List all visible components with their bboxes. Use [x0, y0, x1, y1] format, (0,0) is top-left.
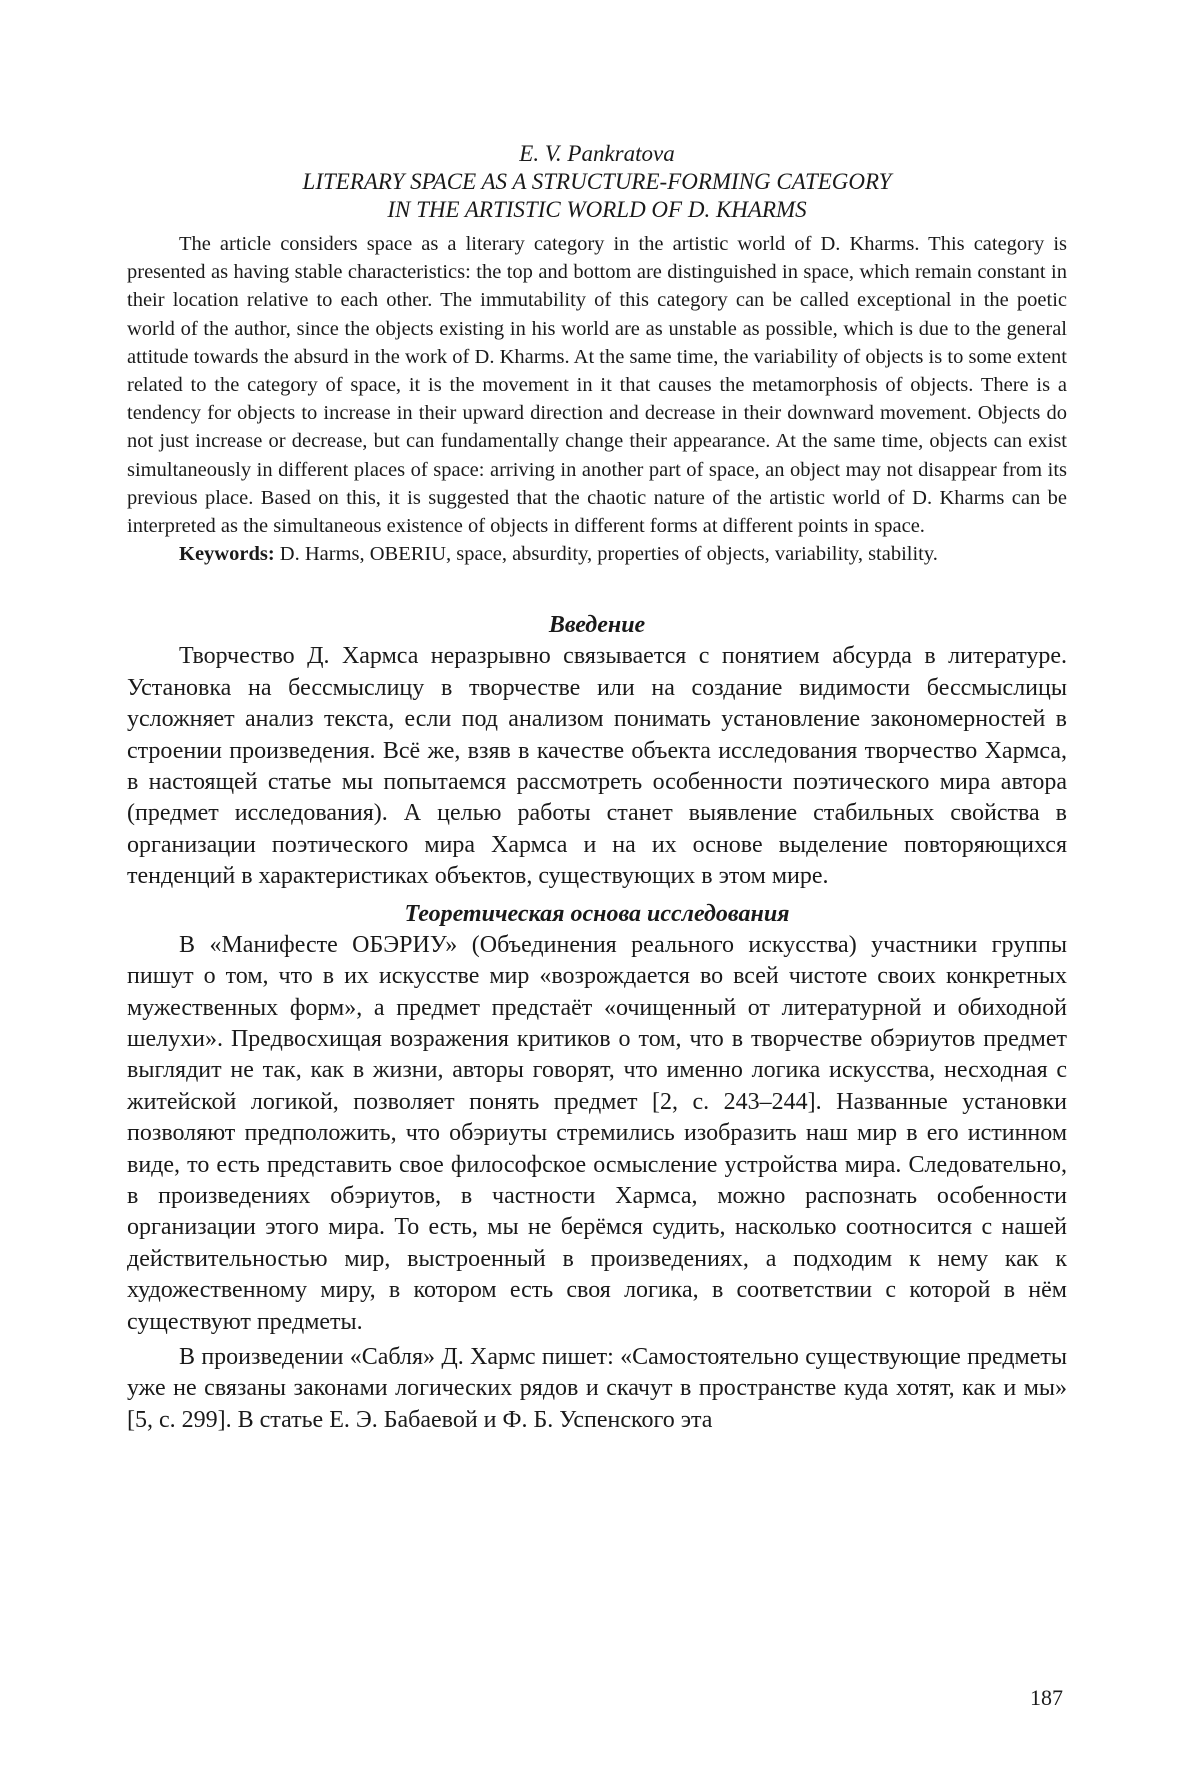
abstract-text: The article considers space as a literary category in the artistic world of D. Kharms. This category is presented as having stable characteristics: the top and bottom are distinguished in space, which remain constant in their location relative to each other. The immutability of this category can be called exceptional in the poetic world of the author, since the objects existing in his world are as unstable as possible, which is due to the general attitude towards the absurd in the work of D. Kharms. At the same time, the variability of objects is to some extent related to the category of space, it is the movement in it that causes the metamorphosis of objects. There is a tendency for objects to increase in their upward direction and decrease in their downward movement. Objects do not just increase or decrease, but can fundamentally change their appearance. At the same time, objects can exist simultaneously in different places of space: arriving in another part of space, an object may not disappear from its previous place. Based on this, it is suggested that the chaotic nature of the artistic world of D. Kharms can be interpreted as the simultaneous existence of objects in different forms at different points in space. [127, 233, 1067, 538]
keywords-label: Keywords: [179, 543, 275, 566]
page-number: 187 [1030, 1685, 1063, 1710]
author-name: E. V. Pankratova [519, 141, 675, 166]
section-title-intro: Введение [548, 612, 646, 639]
keywords-list: D. Harms, OBERIU, space, absurdity, properties of objects, variability, stability. [279, 543, 938, 566]
page-content [127, 140, 1067, 1436]
theory-paragraph-2: В произведении «Сабля» Д. Хармс пишет: «Самостоятельно существующие предметы уже не связаны законами логических рядов и скачут в пространстве куда хотят, как и мы» [5, с. 299]. В статье Е. Э. Бабаевой и Ф. Б. Успенского эта [127, 1343, 1067, 1433]
section-title-theory: Теоретическая основа исследования [404, 900, 790, 927]
theory-paragraph-1: В «Манифесте ОБЭРИУ» (Объединения реального искусства) участники группы пишут о том, что в их искусстве мир «возрождается во всей чистоте своих конкретных мужественных форм», а предмет предстаёт «очищенный от литературной и обиходной шелухи». Предвосхищая возражения критиков о том, что в творчестве обэриутов предмет выглядит не так, как в жизни, авторы говорят, что именно логика искусства, несходная с житейской логикой, позволяет понять предмет [2, с. 243–244]. Названные установки позволяют предположить, что обэриуты стремились изобразить наш мир в его истинном виде, то есть представить свое философское осмысление устройства мира. Следовательно, в произведениях обэриутов, в частности Хармса, можно распознать особенности организации этого мира. То есть, мы не берёмся судить, насколько соотносится с нашей действительностью мир, выстроенный в произведениях, а подходим к нему как к художественному миру, в котором есть своя логика, в соответствии с которой в нём существуют предметы. [127, 931, 1067, 1335]
article-title-line-2: IN THE ARTISTIC WORLD OF D. KHARMS [387, 197, 807, 222]
intro-paragraph: Творчество Д. Хармса неразрывно связывается с понятием абсурда в литературе. Установка на бессмыслицу в творчестве или на создание видимости бессмыслицы усложняет анализ текста, если под анализом понимать установление закономерностей в строении произведения. Всё же, взяв в качестве объекта исследования творчество Хармса, в настоящей статье мы попытаемся рассмотреть особенности поэтического мира автора (предмет исследования). А целью работы станет выявление стабильных свойства в организации поэтического мира Хармса и на их основе выделение повторяющихся тенденций в характеристиках объектов, существующих в этом мире. [127, 643, 1067, 890]
abstract [127, 230, 1067, 540]
article-title-line-1: LITERARY SPACE AS A STRUCTURE-FORMING CATEGORY [302, 169, 892, 194]
keywords [127, 540, 1067, 568]
